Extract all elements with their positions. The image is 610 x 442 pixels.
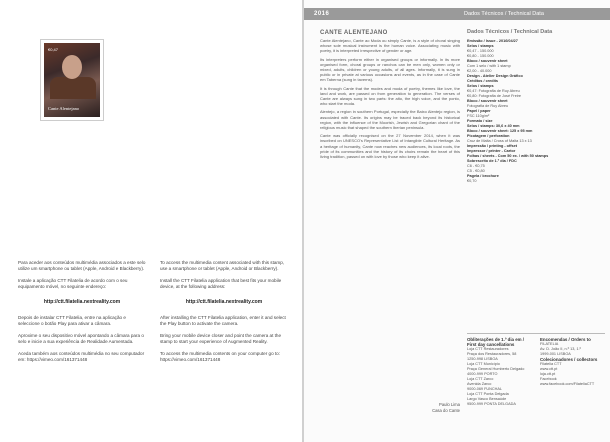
- signature: [320, 402, 460, 413]
- info-line: Av. D. João II, n.º 13, 1.º: [540, 347, 582, 351]
- info-line: 1999-001 LISBOA: [540, 352, 571, 356]
- info-line: Impressão / printing - offset: [467, 144, 517, 148]
- first-day-cancellations: [467, 337, 527, 407]
- info-line: Bloco / souvenir sheet: [467, 99, 508, 103]
- info-line: Com 1 selo / with 1 stamp: [467, 64, 511, 68]
- signature-role: Casa do Cante: [432, 407, 460, 413]
- info-line: Picotagem / perforation: [467, 134, 510, 138]
- pt-p3: Depois de instalar CTT Filatelia, entre na aplicação e seleccione o botão Play para ativar a câmara.: [18, 315, 126, 327]
- pt-p5: Aceda também aos conteúdos multimédia no seu computador em: https://vimeo.com/161371448: [18, 350, 145, 363]
- body-paragraph: Cante Alentejano, Cante ao Moda ou simply Cante, is a style of choral singing whose sole musical instrument is the human voice. Associating music with poetry, it is interpreted irrespective of gender or age.: [320, 38, 460, 54]
- info-line: C6 - €0,75: [467, 164, 485, 168]
- orders-info: [540, 337, 604, 387]
- body-paragraph: It is through Cante that the modes and moda of poetry, themes like love, the land and work, are passed on from generation to generation. The verses of Cante are always sung in two parts: the alto, the high voice, and the ponto, who start the moda.: [320, 85, 460, 107]
- stamp-figure-face: [62, 55, 82, 79]
- info-line: FILATELIA: [540, 342, 559, 346]
- stamp-image: [41, 40, 103, 120]
- en-p2: Install the CTT Filatelia application that best fits your mobile device, at the following address:: [160, 277, 282, 290]
- signature-name: Paulo Lima: [439, 402, 460, 407]
- cancellations-lines: [467, 347, 527, 407]
- info-line: C5 - €0,80: [467, 169, 485, 173]
- info-line: Avenida Zarco: [467, 382, 492, 386]
- info-line: Colecionadores / collectors: [540, 357, 598, 362]
- info-line: Impressor / printer - Cartor: [467, 149, 516, 153]
- info-line: €0,47 - 150.000: [467, 49, 494, 53]
- pt-p2: Instale a aplicação CTT Filatelia de acordo com o seu equipamento móvel, no seguinte endereço:: [18, 277, 128, 290]
- info-line: Bloco / souvenir sheet: 125 x 95 mm: [467, 129, 533, 133]
- pt-p4: Aproxime o seu dispositivo móvel apontando a câmara para o selo e inicie a sua experiência de Realidade Aumentada.: [18, 332, 144, 345]
- info-line: Loja CTT Zarco: [467, 377, 494, 381]
- info-line: Selos / stamps: [467, 44, 494, 48]
- pt-app-link[interactable]: http://ctt.filatelia.nextreality.com: [43, 298, 121, 305]
- orders-lines: [540, 342, 604, 387]
- en-app-link[interactable]: http://ctt.filatelia.nextreality.com: [185, 298, 263, 305]
- header-technical-label: Dados Técnicos / Technical Data: [464, 11, 544, 17]
- info-line: Formato / size: [467, 119, 493, 123]
- orders-heading: Encomendas / Orders to: [540, 337, 591, 342]
- info-line: Fotografia de Ruy Abreu: [467, 104, 509, 108]
- en-p3: After installing the CTT Filatelia application, enter it and select the Play button to activate the camera.: [160, 315, 286, 327]
- stamp-caption: Cante Alentejano: [48, 106, 80, 111]
- body-paragraph: Cante was officially recognised on the 27 November 2014, when it was inscribed on UNESCO's Representative List of Intangible Cultural Heritage. As a heritage of humanity, Cante now reaches new audiences, its local roots, the pride of its communities and the history of its choirs remain the heart of this living tradition, passed on with love by those who keep it alive.: [320, 133, 460, 160]
- body-paragraph: Alentejo, a region in southern Portugal, especially the Baixo Alentejo region, is associated with Cante. Its origins may be traced back beyond its historical region, with the influence of the Moorish, Jewish and Gregorian chant of the religious music that shaped the southern Iberian peninsula.: [320, 109, 460, 131]
- info-line: Loja CTT Município: [467, 362, 500, 366]
- body-paragraph: Its interpreters perform either in organised groups or informally. In its more organised form, choral groups or ranchos can be men only, women only or mixed, adults, children or young adults, of all ages. Informally, it is sung in public or in private at various occasions and events, as in the case of Cante em Taberna (sung in taverns).: [320, 56, 460, 83]
- en-p4: Bring your mobile device closer and point the camera at the stamp to start your experience of Augmented Reality.: [160, 332, 282, 345]
- pt-p1: Para aceder aos conteúdos multimédia associados a este selo utilize um smartphone ou tablet (Apple, Android e Blackberry).: [18, 260, 146, 272]
- article-body: [320, 38, 460, 162]
- info-line: Pagela / brochure: [467, 174, 499, 178]
- info-line: Loja CTT Ponta Delgada: [467, 392, 509, 396]
- info-line: Facebook: [540, 377, 557, 381]
- info-line: Filatelia CTT: [540, 362, 562, 366]
- en-instructions: [160, 260, 288, 368]
- info-line: Praça dos Restauradores, 58: [467, 352, 517, 356]
- info-line: €0,70: [467, 179, 477, 183]
- en-p5: To access the multimedia contents on your computer go to: https://vimeo.com/161371448: [160, 350, 281, 363]
- info-line: Papel / paper: [467, 109, 491, 113]
- info-line: Folhas / sheets - Com 50 ex. / with 50 stamps: [467, 154, 549, 158]
- info-line: Design - Atelier Design Gráfico: [467, 74, 523, 78]
- info-line: 9000-069 FUNCHAL: [467, 387, 503, 391]
- right-page: [304, 0, 610, 442]
- info-line: Cruz de Malta / Cross of Malta 13 x 13: [467, 139, 532, 143]
- info-line: Créditos / credits: [467, 79, 499, 83]
- left-page: [0, 0, 302, 442]
- info-line: www.ctt.pt: [540, 367, 558, 371]
- cancellations-heading: Obliterações de 1.º dia em / First day cancellations: [467, 337, 524, 347]
- technical-data-title: Dados Técnicos / Technical Data: [467, 29, 553, 35]
- en-p1: To access the multimedia content associated with this stamp, use a smartphone or tablet (Apple, Android or Blackberry).: [160, 260, 285, 272]
- info-line: Selos / stamps: [467, 84, 494, 88]
- info-line: www.facebook.com/FilateliaCTT: [540, 382, 595, 386]
- info-line: Sobrescrito de 1.º dia / FDC: [467, 159, 517, 163]
- info-line: Bloco / souvenir sheet: [467, 59, 508, 63]
- info-line: 9500-999 PONTA DELGADA: [467, 402, 516, 406]
- info-line: loja.ctt.pt: [540, 372, 556, 376]
- pt-instructions: [18, 260, 146, 368]
- info-line: Selos / stamps: 30,6 x 40 mm: [467, 124, 520, 128]
- article-title: CANTE ALENTEJANO: [320, 30, 388, 36]
- info-line: 1250-998 LISBOA: [467, 357, 498, 361]
- info-line: €0,47: Fotografia de Ruy Abreu: [467, 89, 520, 93]
- info-line: Emissão / Issue - 2016/04/27: [467, 39, 518, 43]
- info-line: Largo Vasco Bensaúde: [467, 397, 507, 401]
- info-line: €0,80: Fotografia de José Freire: [467, 94, 522, 98]
- stamp-value: €0,47: [48, 47, 59, 52]
- info-line: €2,00 - 40.000: [467, 69, 492, 73]
- technical-data: [467, 30, 597, 184]
- info-line: Loja CTT Restauradores: [467, 347, 509, 351]
- info-line: 4000-999 PORTO: [467, 372, 498, 376]
- stamp-figure-scarf: [50, 77, 96, 99]
- header-bar: [304, 8, 610, 20]
- info-line: Praça General Humberto Delgado: [467, 367, 525, 371]
- stamp-artwork: [44, 43, 100, 117]
- technical-data-lines: [467, 39, 597, 184]
- info-line: €0,80 - 150.000: [467, 54, 494, 58]
- info-line: FSC 110g/m²: [467, 114, 490, 118]
- issue-year: 2016: [314, 11, 330, 17]
- section-divider: [467, 333, 605, 334]
